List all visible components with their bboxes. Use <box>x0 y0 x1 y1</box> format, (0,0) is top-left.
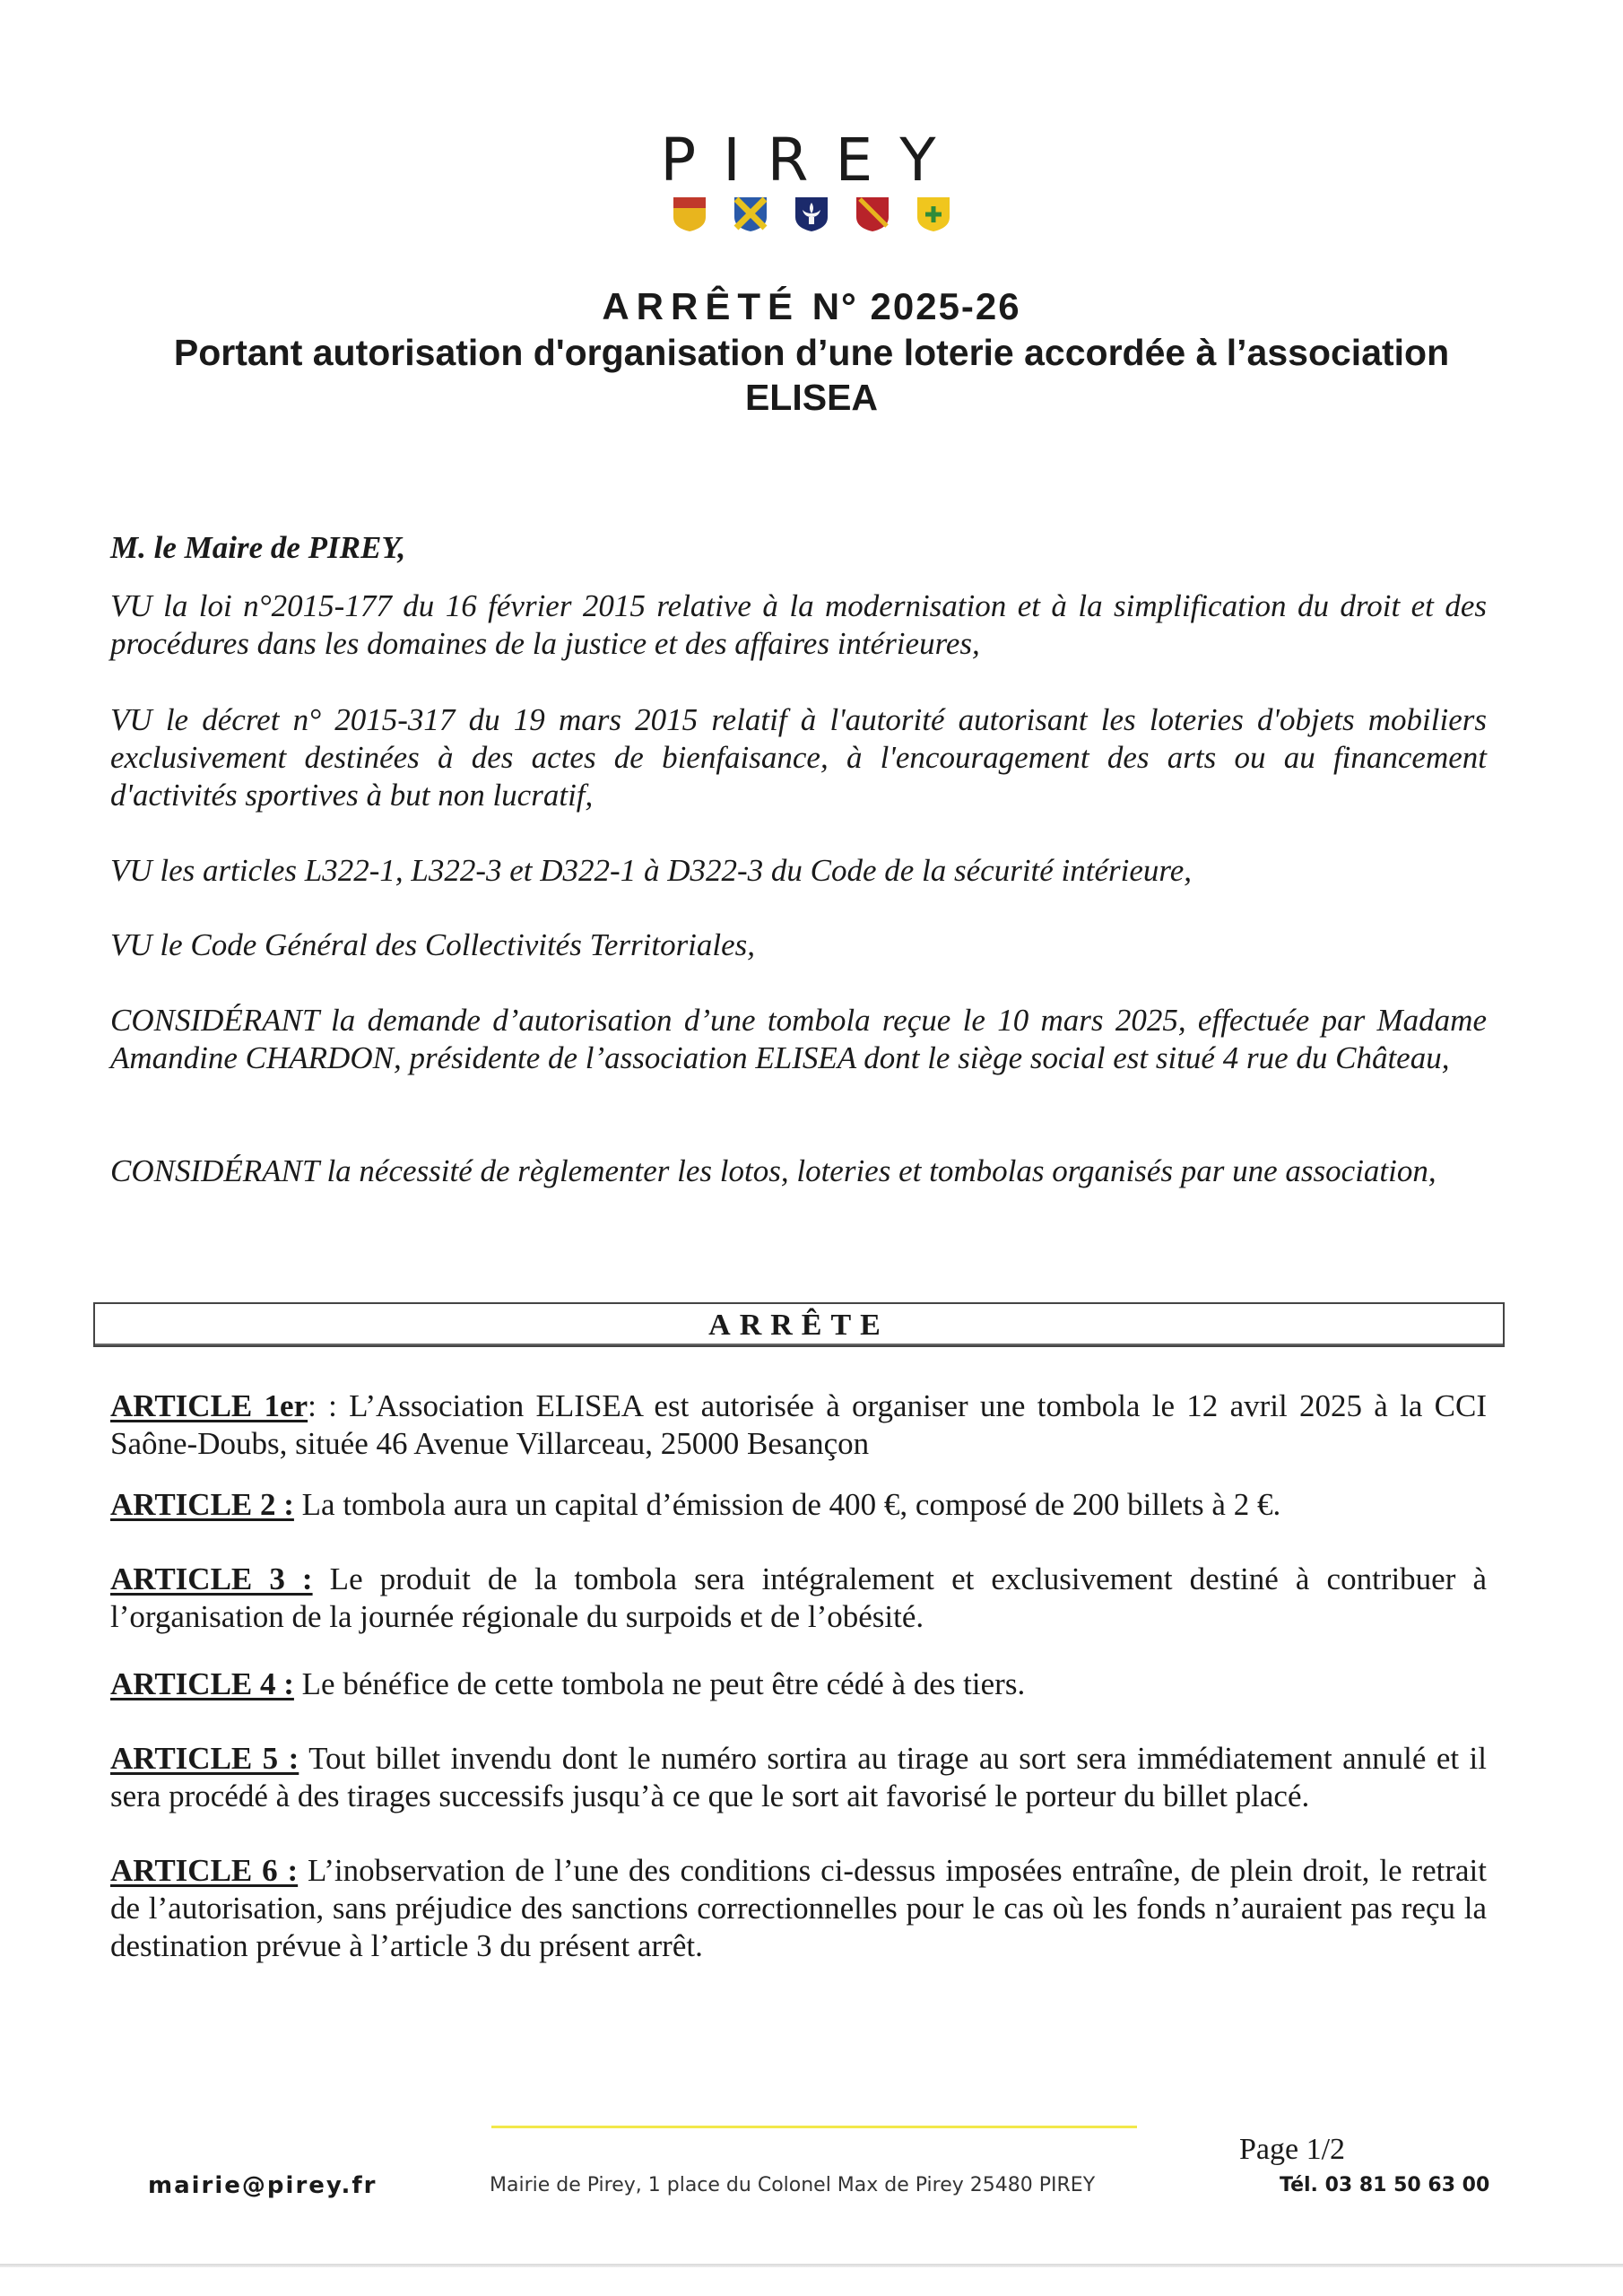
article-6-text: L’inobservation de l’une des conditions ci-dessus imposées entraîne, de plein droit, le retrait de l’autorisation, sans préjudice des sanctions correctionnelles pour le cas où les fonds n’auraient pas reçu la destination prévue à l’article 3 du présent arrêt. <box>110 1853 1487 1963</box>
footer-phone: Tél. 03 81 50 63 00 <box>1280 2174 1490 2196</box>
article-1-label: ARTICLE 1er <box>110 1388 308 1423</box>
article-1-sep: : : <box>308 1388 337 1423</box>
arrete-heading-box <box>93 1302 1505 1347</box>
article-6 <box>110 1852 1487 1965</box>
article-5 <box>110 1740 1487 1815</box>
page-number: Page 1/2 <box>1239 2133 1346 2166</box>
title-number: N° 2025-26 <box>812 285 1021 327</box>
considerant-necessite: CONSIDÉRANT la nécessité de règlementer les lotos, loteries et tombolas organisés par une association, <box>110 1153 1436 1188</box>
article-3-text: Le produit de la tombola sera intégralement et exclusivement destiné à contribuer à l’organisation de la journée régionale du surpoids et de l’obésité. <box>110 1561 1487 1634</box>
arrete-heading: ARRÊTE <box>708 1309 890 1342</box>
pirey-logo: PIREY <box>660 126 963 195</box>
article-3 <box>110 1561 1487 1636</box>
article-6-label: ARTICLE 6 : <box>110 1853 299 1888</box>
article-4-label: ARTICLE 4 : <box>110 1666 294 1701</box>
shield-gold-red-chief-icon <box>672 196 707 233</box>
vu-articles: VU les articles L322-1, L322-3 et D322-1 à D322-3 du Code de la sécurité intérieure, <box>110 853 1193 888</box>
title-association: ELISEA <box>744 377 879 418</box>
footer-email[interactable]: mairie@pirey.fr <box>148 2172 378 2199</box>
vu-loi: VU la loi n°2015-177 du 16 février 2015 relative à la modernisation et à la simplification du droit et des procédures dans les domaines de la justice et des affaires intérieures, <box>110 588 1487 661</box>
shield-fleur-de-lis-icon <box>794 196 829 233</box>
article-2-label: ARTICLE 2 : <box>110 1487 294 1522</box>
title-prefix: ARRÊTÉ <box>602 285 801 327</box>
article-2 <box>110 1486 1487 1524</box>
footer-accent-line <box>491 2126 1137 2128</box>
coat-of-arms-row <box>0 196 1623 233</box>
scan-edge <box>0 2264 1623 2267</box>
footer-address: Mairie de Pirey, 1 place du Colonel Max de Pirey 25480 PIREY <box>490 2174 1096 2196</box>
article-4-text: Le bénéfice de cette tombola ne peut être cédé à des tiers. <box>293 1666 1026 1701</box>
article-1-text: L’Association ELISEA est autorisée à organiser une tombola le 12 avril 2025 à la CCI Saône-Doubs, située 46 Avenue Villarceau, 25000 Besançon <box>110 1388 1488 1461</box>
considerant-demande: CONSIDÉRANT la demande d’autorisation d’une tombola reçue le 10 mars 2025, effectuée par Madame Amandine CHARDON, présidente de l’association ELISEA dont le siège social est situé 4 rue du Château, <box>110 1003 1487 1075</box>
article-5-text: Tout billet invendu dont le numéro sortira au tirage au sort sera immédiatement annulé et il sera procédé à des tirages successifs jusqu’à ce que le sort ait favorisé le porteur du billet placé. <box>110 1741 1487 1813</box>
article-5-label: ARTICLE 5 : <box>110 1741 299 1776</box>
shield-red-bend-icon <box>855 196 890 233</box>
document-title <box>90 283 1533 420</box>
shield-green-cross-icon <box>916 196 951 233</box>
shield-blue-saltire-icon <box>733 196 768 233</box>
article-1 <box>110 1387 1487 1463</box>
vu-decret: VU le décret n° 2015-317 du 19 mars 2015 relatif à l'autorité autorisant les loteries d'objets mobiliers exclusivement destinées à des actes de bienfaisance, à l'encouragement des arts ou au financement d'activités sportives à but non lucratif, <box>110 702 1487 813</box>
title-subject: Portant autorisation d'organisation d’une loterie accordée à l’association <box>173 332 1450 373</box>
article-4 <box>110 1665 1487 1703</box>
vu-code: VU le Code Général des Collectivités Territoriales, <box>110 927 756 962</box>
article-3-label: ARTICLE 3 : <box>110 1561 313 1596</box>
article-2-text: La tombola aura un capital d’émission de 400 €, composé de 200 billets à 2 €. <box>293 1487 1281 1522</box>
mayor-line: M. le Maire de PIREY, <box>110 530 406 565</box>
